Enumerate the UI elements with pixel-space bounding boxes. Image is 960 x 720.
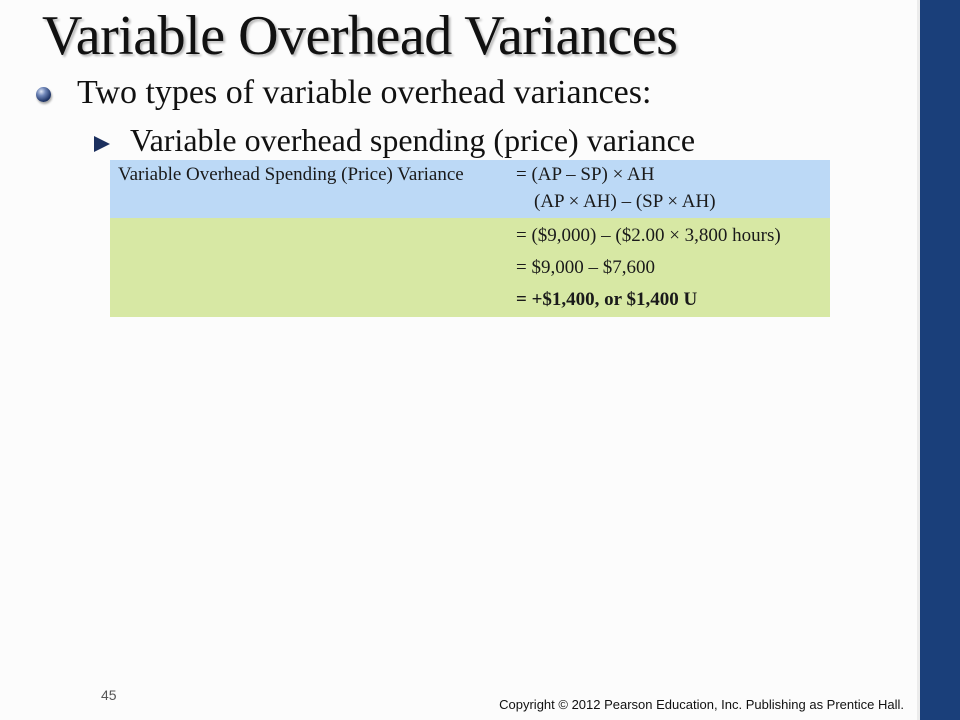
formula-box: [110, 160, 830, 317]
slide-number: 45: [101, 687, 117, 703]
copyright-notice: Copyright © 2012 Pearson Education, Inc. Publishing as Prentice Hall.: [499, 697, 904, 712]
sub-bullet-item: [94, 122, 695, 159]
formula-line-2: (AP × AH) – (SP × AH): [534, 191, 716, 212]
side-accent-bar: [920, 0, 960, 720]
formula-result: = +$1,400, or $1,400 U: [516, 289, 698, 310]
bullet-item: [36, 74, 651, 112]
slide-title: Variable Overhead Variances: [42, 5, 678, 67]
formula-line-3: = ($9,000) – ($2.00 × 3,800 hours): [516, 225, 781, 246]
formula-label: Variable Overhead Spending (Price) Variance: [118, 164, 464, 185]
sub-bullet-text: Variable overhead spending (price) variance: [130, 122, 696, 158]
bullet-text: Two types of variable overhead variances:: [77, 74, 652, 111]
formula-line-4: = $9,000 – $7,600: [516, 257, 655, 278]
triangle-arrow-icon: [94, 136, 110, 152]
sphere-bullet-icon: [36, 87, 51, 102]
formula-line-1: = (AP – SP) × AH: [516, 164, 655, 185]
